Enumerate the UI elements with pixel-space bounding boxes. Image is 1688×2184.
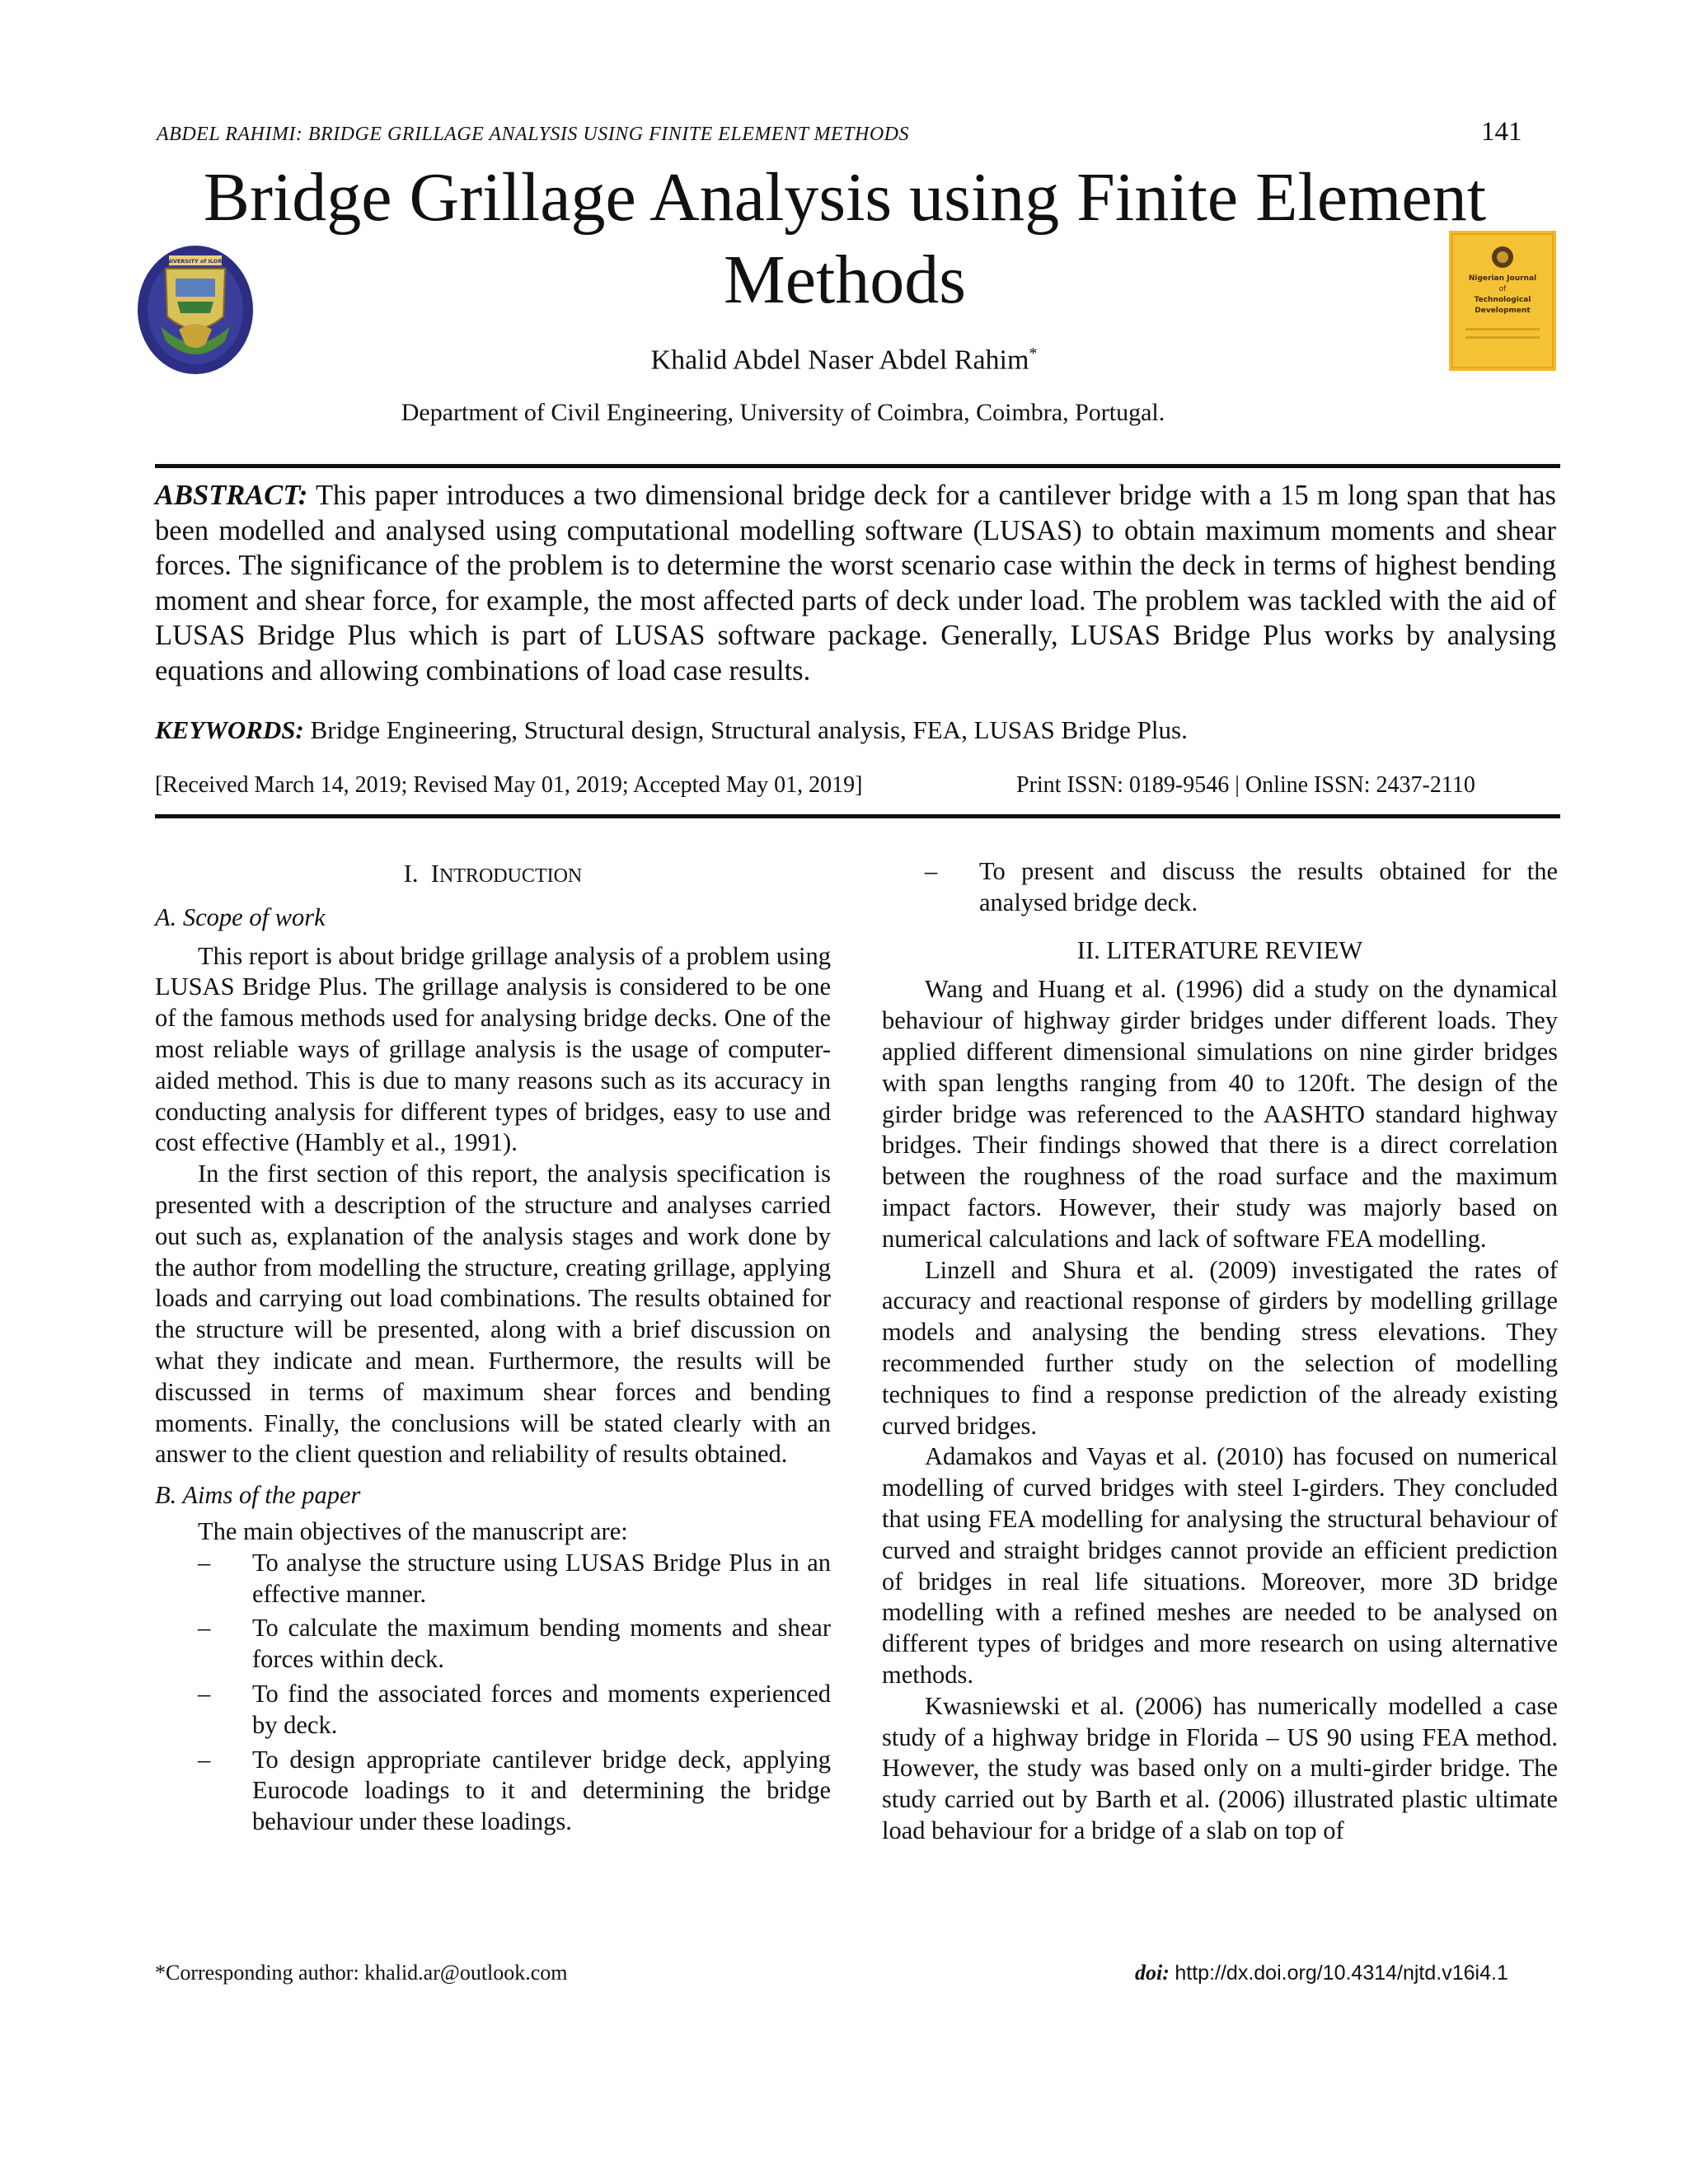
top-divider [155, 464, 1560, 468]
intro-heading-first: I [430, 860, 439, 888]
scope-paragraph-2: In the first section of this report, the analysis specification is presented with a description of the structure and analyses carried out such as, explanation of the analysis stages and work done by the author from modelling the structure, creating grillage, applying loads and carrying out load combinations. The results obtained for the structure will be presented, along with a brief discussion on what they indicate and mean. Furthermore, the results will be discussed in terms of maximum shear forces and bending moments. Finally, the conclusions will be stated clearly with an answer to the client question and reliability of results obtained. [155, 1160, 831, 1469]
received-dates: [Received March 14, 2019; Revised May 01, 2019; Accepted May 01, 2019] [155, 772, 863, 798]
dash: – [198, 1745, 211, 1774]
abstract [155, 478, 1556, 688]
title-line-1: Bridge Grillage Analysis using Finite Element [203, 159, 1487, 236]
literature-heading: II. LITERATURE REVIEW [1076, 935, 1363, 964]
abstract-label: ABSTRACT: [155, 480, 308, 511]
keywords-text: Bridge Engineering, Structural design, Structural analysis, FEA, LUSAS Bridge Plus. [310, 715, 1188, 744]
running-head: ABDEL RAHIMI: BRIDGE GRILLAGE ANALYSIS USING FINITE ELEMENT METHODS [157, 124, 909, 145]
aims-bullet-1: – To analyse the structure using LUSAS Bridge Plus in an effective manner. [198, 1548, 831, 1608]
title-line-2: Methods [724, 241, 966, 318]
intro-heading [155, 859, 831, 893]
dash: – [198, 1548, 211, 1577]
objective-bullet-5: – To present and discuss the results obtained for the analysed bridge deck. [925, 857, 1558, 916]
scope-heading: A. Scope of work [155, 902, 326, 931]
scope-paragraph-1: This report is about bridge grillage analysis of a problem using LUSAS Bridge Plus. The grillage analysis is considered to be one of the famous methods used for analysing bridge decks. One of the most reliable ways of grillage analysis is the usage of computer-aided method. This is due to many reasons such as its accuracy in conducting analysis for different types of bridges, easy to use and cost effective (Hambly et al., 1991). [155, 941, 831, 1157]
right-column [882, 856, 1558, 1847]
dash: – [198, 1614, 211, 1643]
corresponding-author: *Corresponding author: khalid.ar@outlook.com [155, 1961, 568, 1985]
page-number: 141 [1481, 117, 1522, 147]
aims-intro: The main objectives of the manuscript are: [198, 1516, 628, 1545]
literature-paragraph-3: Adamakos and Vayas et al. (2010) has focused on numerical modelling of curved bridges with steel I-girders. They concluded that using FEA modelling for analysing the structural behaviour of curved and straight bridges cannot provide an efficient prediction of bridges in real life situations. Moreover, more 3D bridge modelling with a refined meshes are needed to be analysed on different types of bridges and more research on using alternative methods. [882, 1442, 1558, 1689]
journal-title-line3: Technological [1474, 296, 1531, 304]
left-column [155, 859, 831, 1838]
seal-banner-text: UNIVERSITY of ILORIN [162, 258, 229, 265]
literature-paragraph-4: Kwasniewski et al. (2006) has numerically modelled a case study of a highway bridge in Florida – US 90 using FEA method. However, the study was based only on a multi-girder bridge. The study carried out by Barth et al. (2006) illustrated plastic ultimate load behaviour for a bridge of a slab on top of [882, 1691, 1558, 1844]
aims-bullet-4: – To design appropriate cantilever bridge deck, applying Eurocode loadings to it and determining the bridge behaviour under these loadings. [198, 1745, 831, 1836]
aims-bullet-3: – To find the associated forces and moments experienced by deck. [198, 1679, 831, 1739]
dash: – [925, 857, 938, 885]
literature-paragraph-2: Linzell and Shura et al. (2009) investigated the rates of accuracy and reactional response of girders by modelling grillage models and analysing the bending stress elevations. They recommended further study on the selection of modelling techniques to find a response prediction of the already existing curved bridges. [882, 1255, 1558, 1440]
journal-title-line4: Development [1475, 307, 1531, 315]
author-mark: * [1029, 344, 1038, 363]
abstract-text: This paper introduces a two dimensional bridge deck for a cantilever bridge with a 15 m long span that has been modelled and analysed using computational modelling software (LUSAS) to obtain maximum moments and shear forces. The significance of the problem is to determine the worst scenario case within the deck in terms of highest bending moment and shear force, for example, the most affected parts of deck under load. The problem was tackled with the aid of LUSAS Bridge Plus which is part of LUSAS software package. Generally, LUSAS Bridge Plus works by analysing equations and allowing combinations of load case results. [155, 480, 1556, 687]
journal-title-line2: of [1498, 285, 1507, 293]
paper-title [132, 157, 1558, 321]
doi-label: doi: [1135, 1961, 1170, 1985]
author-line [0, 344, 1688, 376]
affiliation: Department of Civil Engineering, University of Coimbra, Coimbra, Portugal. [401, 399, 1165, 426]
keywords-label: KEYWORDS: [155, 715, 304, 744]
aims-bullet-2: – To calculate the maximum bending moments and shear forces within deck. [198, 1614, 831, 1674]
doi-link[interactable]: http://dx.doi.org/10.4314/njtd.v16i4.1 [1175, 1961, 1508, 1985]
bottom-divider [155, 814, 1560, 818]
doi [1135, 1961, 1508, 1985]
intro-heading-num: I. [403, 860, 419, 888]
journal-title-line1: Nigerian Journal [1468, 274, 1537, 283]
intro-heading-rest: NTRODUCTION [438, 865, 583, 887]
literature-paragraph-1: Wang and Huang et al. (1996) did a study on the dynamical behaviour of highway girder bridges under different loads. They applied different dimensional simulations on nine girder bridges with span lengths ranging from 40 to 120ft. The design of the girder bridge was referenced to the AASHTO standard highway bridges. Their findings showed that there is a direct correlation between the roughness of the road surface and the maximum impact factors. However, their study was majorly based on numerical calculations and lack of software FEA modelling. [882, 975, 1558, 1253]
author-name: Khalid Abdel Naser Abdel Rahim [650, 344, 1029, 376]
issn-line: Print ISSN: 0189-9546 | Online ISSN: 2437-2110 [1016, 772, 1475, 798]
aims-heading: B. Aims of the paper [155, 1481, 361, 1510]
keywords [155, 715, 1556, 745]
dash: – [198, 1679, 211, 1708]
